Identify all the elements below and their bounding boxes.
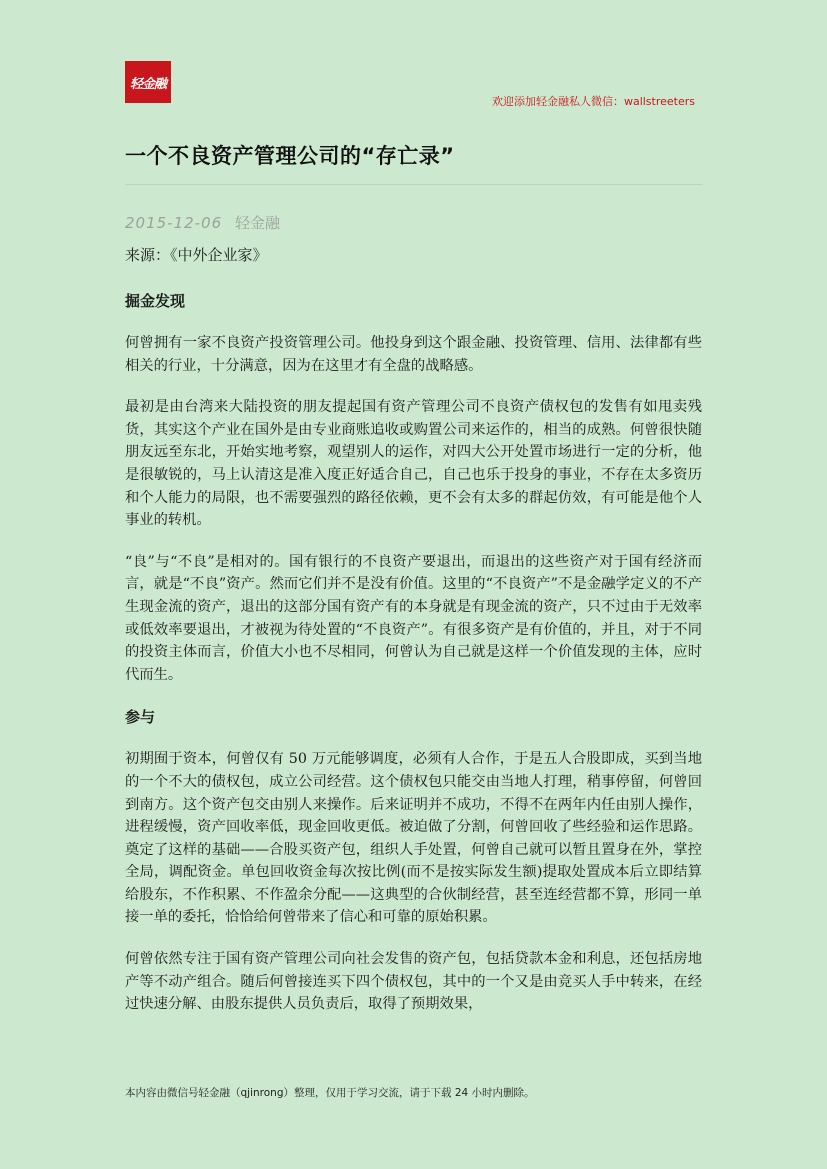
paragraph: 初期囿于资本，何曾仅有 50 万元能够调度，必须有人合作，于是五人合股即成，买到当地的一个不大的债权包，成立公司经营。这个债权包只能交由当地人打理，稍事停留，何曾回到南方。这个资产包交由别人来操作。后来证明并不成功，不得不在两年内任由别人操作，进程缓慢，资产回收率低，现金回收更低。被迫做了分割，何曾回收了些经验和运作思路。奠定了这样的基础——合股买资产包，组织人手处置，何曾自己就可以暂且置身在外，掌控全局，调配资金。单包回收资金每次按比例(而不是按实际发生额)提取处置成本后立即结算给股东，不作积累、不作盈余分配——这典型的合伙制经营，甚至连经营都不算，形同一单接一单的委托，恰恰给何曾带来了信心和可靠的原始积累。	[125, 751, 702, 926]
article-meta	[125, 212, 280, 233]
section-heading: 掘金发现	[125, 292, 186, 310]
article-body	[125, 243, 702, 1035]
paragraph: 何曾拥有一家不良资产投资管理公司。他投身到这个跟金融、投资管理、信用、法律都有些相关的行业，十分满意，因为在这里才有全盘的战略感。	[125, 335, 702, 374]
section-heading: 参与	[125, 708, 156, 727]
paragraph: 何曾依然专注于国有资产管理公司向社会发售的资产包，包括贷款本金和利息，还包括房地产等不动产组合。随后何曾接连买下四个债权包，其中的一个又是由竞买人手中转来，在经过快速分解、由股东提供人员负责后，取得了预期效果，	[125, 951, 702, 1013]
paragraph: 最初是由台湾来大陆投资的朋友提起国有资产管理公司不良资产债权包的发售有如甩卖残货，其实这个产业在国外是由专业商账追收或购置公司来运作的，相当的成熟。何曾很快随朋友远至东北，开始实地考察，观望别人的运作，对四大公开处置市场进行一定的分析，他是很敏锐的，马上认清这是准入度正好适合自己，自己也乐于投身的事业，不存在太多资历和个人能力的局限，也不需要强烈的路径依赖，更不会有太多的群起仿效，有可能是他个人事业的转机。	[125, 399, 702, 529]
article-title: 一个不良资产管理公司的“存亡录”	[125, 144, 455, 168]
article-date: 2015-12-06	[125, 214, 223, 232]
article-source: 来源：《中外企业家》	[125, 246, 268, 264]
title-divider	[125, 184, 702, 185]
footer-disclaimer: 本内容由微信号轻金融（qjinrong）整理，仅用于学习交流，请于下载 24 小时内删除。	[125, 1087, 535, 1099]
article-author: 轻金融	[234, 214, 280, 232]
brand-logo: 轻金融	[125, 61, 171, 103]
header-wechat-note: 欢迎添加轻金融私人微信：wallstreeters	[491, 95, 695, 108]
paragraph: “良”与“不良”是相对的。国有银行的不良资产要退出，而退出的这些资产对于国有经济而言，就是“不良”资产。然而它们并不是没有价值。这里的“不良资产”不是金融学定义的不产生现金流的资产，退出的这部分国有资产有的本身就是有现金流的资产，只不过由于无效率或低效率要退出，才被视为待处置的“不良资产”。有很多资产是有价值的，并且，对于不同的投资主体而言，价值大小也不尽相同，何曾认为自己就是这样一个价值发现的主体，应时代而生。	[125, 553, 702, 683]
